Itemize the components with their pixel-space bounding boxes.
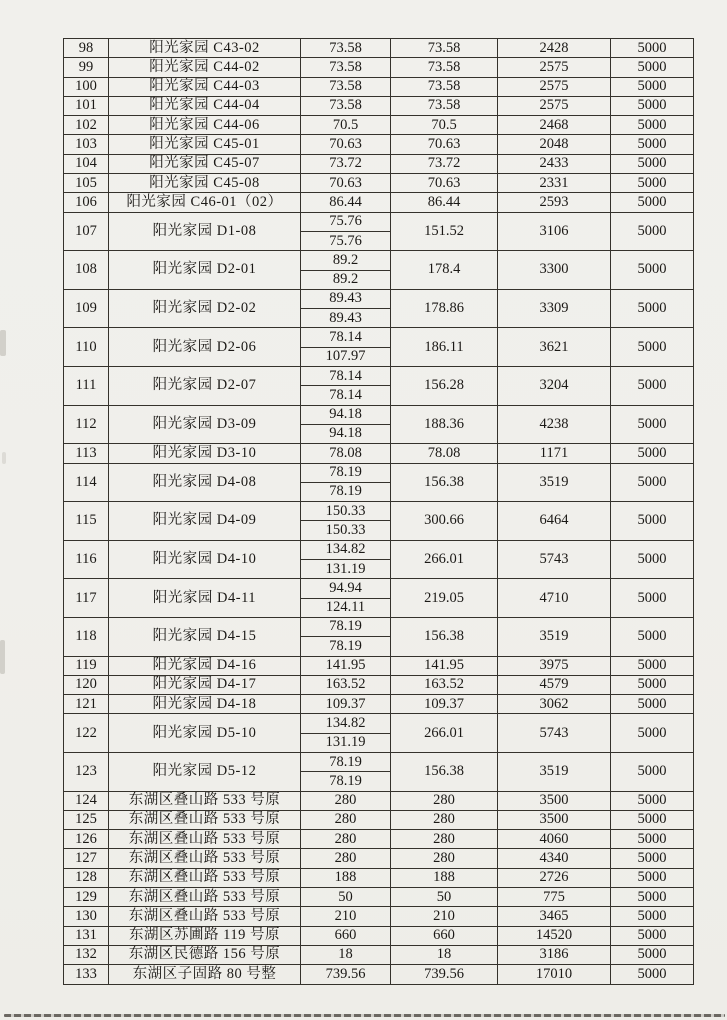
cell-area-part: 75.76 — [301, 212, 391, 231]
cell-quota: 5000 — [611, 174, 694, 193]
table-row — [64, 907, 694, 926]
cell-row-number: 118 — [64, 617, 109, 656]
cell-row-number: 121 — [64, 695, 109, 714]
cell-amount: 5743 — [498, 540, 611, 579]
cell-row-number: 110 — [64, 328, 109, 367]
table-row — [64, 714, 694, 733]
cell-area-part: 89.43 — [301, 289, 391, 308]
cell-amount: 2048 — [498, 135, 611, 154]
cell-area-part: 78.14 — [301, 328, 391, 347]
table-row — [64, 328, 694, 347]
cell-quota: 5000 — [611, 656, 694, 675]
cell-row-number: 120 — [64, 675, 109, 694]
cell-quota: 5000 — [611, 714, 694, 753]
cell-area-total: 151.52 — [391, 212, 498, 251]
table-row — [64, 444, 694, 463]
table-row — [64, 810, 694, 829]
cell-quota: 5000 — [611, 579, 694, 618]
cell-row-number: 127 — [64, 849, 109, 868]
cell-area-part: 50 — [301, 888, 391, 907]
cell-property-name: 阳光家园 D2-07 — [109, 367, 301, 406]
table-row — [64, 193, 694, 212]
cell-quota: 5000 — [611, 502, 694, 541]
cell-quota: 5000 — [611, 58, 694, 77]
cell-row-number: 109 — [64, 289, 109, 328]
cell-area-total: 188.36 — [391, 405, 498, 444]
cell-amount: 3309 — [498, 289, 611, 328]
cell-amount: 2575 — [498, 77, 611, 96]
cell-area-total: 73.58 — [391, 39, 498, 58]
cell-area-total: 660 — [391, 926, 498, 945]
cell-row-number: 101 — [64, 96, 109, 115]
cell-property-name: 阳光家园 D4-18 — [109, 695, 301, 714]
table-row — [64, 752, 694, 771]
cell-property-name: 东湖区叠山路 533 号原 — [109, 907, 301, 926]
cell-row-number: 108 — [64, 251, 109, 290]
cell-property-name: 阳光家园 C43-02 — [109, 39, 301, 58]
cell-quota: 5000 — [611, 810, 694, 829]
cell-area-total: 73.72 — [391, 154, 498, 173]
cell-amount: 3300 — [498, 251, 611, 290]
table-row — [64, 58, 694, 77]
cell-quota: 5000 — [611, 77, 694, 96]
cell-property-name: 阳光家园 D3-09 — [109, 405, 301, 444]
cell-property-name: 阳光家园 C44-03 — [109, 77, 301, 96]
cell-amount: 4238 — [498, 405, 611, 444]
table-row — [64, 888, 694, 907]
cell-amount: 4710 — [498, 579, 611, 618]
cell-area-part: 134.82 — [301, 714, 391, 733]
cell-amount: 3465 — [498, 907, 611, 926]
cell-amount: 2468 — [498, 116, 611, 135]
table-row — [64, 791, 694, 810]
cell-area-part: 73.58 — [301, 39, 391, 58]
cell-amount: 4340 — [498, 849, 611, 868]
cell-row-number: 105 — [64, 174, 109, 193]
cell-area-total: 78.08 — [391, 444, 498, 463]
cell-area-part: 78.19 — [301, 772, 391, 791]
cell-area-part: 280 — [301, 791, 391, 810]
table-row — [64, 965, 694, 984]
cell-quota: 5000 — [611, 849, 694, 868]
table-row — [64, 77, 694, 96]
cell-property-name: 阳光家园 D5-10 — [109, 714, 301, 753]
cell-quota: 5000 — [611, 116, 694, 135]
cell-amount: 3500 — [498, 791, 611, 810]
cell-area-part: 78.08 — [301, 444, 391, 463]
cell-amount: 2593 — [498, 193, 611, 212]
cell-property-name: 东湖区叠山路 533 号原 — [109, 868, 301, 887]
table-row — [64, 154, 694, 173]
cell-row-number: 106 — [64, 193, 109, 212]
table-row — [64, 116, 694, 135]
table-row — [64, 849, 694, 868]
cell-area-total: 219.05 — [391, 579, 498, 618]
cell-area-part: 141.95 — [301, 656, 391, 675]
cell-row-number: 122 — [64, 714, 109, 753]
cell-area-total: 156.38 — [391, 617, 498, 656]
cell-amount: 4060 — [498, 830, 611, 849]
table-row — [64, 405, 694, 424]
cell-amount: 3106 — [498, 212, 611, 251]
cell-quota: 5000 — [611, 39, 694, 58]
cell-area-total: 70.5 — [391, 116, 498, 135]
cell-amount: 3519 — [498, 463, 611, 502]
cell-property-name: 阳光家园 C44-04 — [109, 96, 301, 115]
cell-area-total: 210 — [391, 907, 498, 926]
table-row — [64, 945, 694, 964]
cell-property-name: 阳光家园 C46-01（02） — [109, 193, 301, 212]
cell-row-number: 111 — [64, 367, 109, 406]
cell-area-part: 70.5 — [301, 116, 391, 135]
cell-area-total: 86.44 — [391, 193, 498, 212]
cell-area-part: 18 — [301, 945, 391, 964]
cell-area-part: 280 — [301, 830, 391, 849]
cell-area-total: 186.11 — [391, 328, 498, 367]
cell-quota: 5000 — [611, 752, 694, 791]
cell-area-total: 73.58 — [391, 96, 498, 115]
table-row — [64, 251, 694, 270]
cell-area-part: 210 — [301, 907, 391, 926]
table-row — [64, 463, 694, 482]
cell-quota: 5000 — [611, 830, 694, 849]
cell-amount: 2331 — [498, 174, 611, 193]
cell-property-name: 东湖区叠山路 533 号原 — [109, 849, 301, 868]
cell-area-part: 94.94 — [301, 579, 391, 598]
cell-quota: 5000 — [611, 96, 694, 115]
cell-row-number: 129 — [64, 888, 109, 907]
table-row — [64, 695, 694, 714]
cell-property-name: 东湖区民德路 156 号原 — [109, 945, 301, 964]
cell-amount: 3204 — [498, 367, 611, 406]
cell-row-number: 107 — [64, 212, 109, 251]
cell-amount: 3519 — [498, 617, 611, 656]
cell-area-total: 141.95 — [391, 656, 498, 675]
cell-property-name: 阳光家园 C44-02 — [109, 58, 301, 77]
cell-row-number: 131 — [64, 926, 109, 945]
cell-quota: 5000 — [611, 367, 694, 406]
cell-area-part: 188 — [301, 868, 391, 887]
cell-quota: 5000 — [611, 463, 694, 502]
cell-amount: 2726 — [498, 868, 611, 887]
table-row — [64, 656, 694, 675]
table-row — [64, 868, 694, 887]
cell-row-number: 102 — [64, 116, 109, 135]
cell-amount: 3186 — [498, 945, 611, 964]
cell-area-total: 109.37 — [391, 695, 498, 714]
cell-quota: 5000 — [611, 695, 694, 714]
cell-area-total: 266.01 — [391, 714, 498, 753]
cell-area-part: 78.14 — [301, 386, 391, 405]
scan-artifact — [2, 452, 6, 464]
cell-amount: 3975 — [498, 656, 611, 675]
cell-property-name: 阳光家园 D3-10 — [109, 444, 301, 463]
cell-property-name: 阳光家园 C45-01 — [109, 135, 301, 154]
cell-quota: 5000 — [611, 945, 694, 964]
scan-bottom-edge — [4, 1014, 725, 1018]
cell-quota: 5000 — [611, 444, 694, 463]
cell-area-part: 89.43 — [301, 309, 391, 328]
scan-artifact — [0, 640, 5, 674]
cell-area-part: 280 — [301, 849, 391, 868]
cell-row-number: 128 — [64, 868, 109, 887]
cell-area-total: 50 — [391, 888, 498, 907]
cell-row-number: 98 — [64, 39, 109, 58]
cell-area-total: 266.01 — [391, 540, 498, 579]
cell-area-part: 86.44 — [301, 193, 391, 212]
cell-quota: 5000 — [611, 540, 694, 579]
cell-area-part: 89.2 — [301, 270, 391, 289]
cell-area-part: 73.72 — [301, 154, 391, 173]
cell-area-part: 89.2 — [301, 251, 391, 270]
table-row — [64, 174, 694, 193]
cell-row-number: 117 — [64, 579, 109, 618]
cell-area-part: 131.19 — [301, 560, 391, 579]
cell-area-part: 94.18 — [301, 405, 391, 424]
scan-artifact — [0, 330, 6, 356]
cell-row-number: 132 — [64, 945, 109, 964]
cell-amount: 2575 — [498, 96, 611, 115]
cell-amount: 17010 — [498, 965, 611, 984]
table-row — [64, 579, 694, 598]
cell-property-name: 阳光家园 D4-10 — [109, 540, 301, 579]
table-row — [64, 540, 694, 559]
table-row — [64, 675, 694, 694]
cell-area-part: 94.18 — [301, 424, 391, 443]
table-row — [64, 367, 694, 386]
cell-amount: 775 — [498, 888, 611, 907]
cell-property-name: 阳光家园 D4-09 — [109, 502, 301, 541]
cell-property-name: 阳光家园 D2-06 — [109, 328, 301, 367]
cell-quota: 5000 — [611, 289, 694, 328]
cell-quota: 5000 — [611, 328, 694, 367]
cell-area-total: 70.63 — [391, 174, 498, 193]
cell-area-total: 156.38 — [391, 752, 498, 791]
cell-property-name: 阳光家园 D4-16 — [109, 656, 301, 675]
cell-area-total: 70.63 — [391, 135, 498, 154]
cell-quota: 5000 — [611, 868, 694, 887]
payment-table-body — [64, 39, 694, 985]
cell-property-name: 阳光家园 D4-11 — [109, 579, 301, 618]
payment-table — [63, 38, 694, 985]
cell-property-name: 阳光家园 D4-08 — [109, 463, 301, 502]
cell-area-part: 163.52 — [301, 675, 391, 694]
cell-area-part: 73.58 — [301, 77, 391, 96]
cell-row-number: 104 — [64, 154, 109, 173]
cell-quota: 5000 — [611, 154, 694, 173]
cell-row-number: 115 — [64, 502, 109, 541]
cell-property-name: 东湖区叠山路 533 号原 — [109, 791, 301, 810]
cell-area-total: 73.58 — [391, 58, 498, 77]
cell-amount: 3621 — [498, 328, 611, 367]
cell-area-part: 78.19 — [301, 482, 391, 501]
cell-area-total: 156.38 — [391, 463, 498, 502]
cell-area-part: 78.19 — [301, 752, 391, 771]
cell-quota: 5000 — [611, 251, 694, 290]
cell-quota: 5000 — [611, 675, 694, 694]
cell-area-total: 300.66 — [391, 502, 498, 541]
cell-area-part: 78.19 — [301, 463, 391, 482]
cell-property-name: 阳光家园 D2-01 — [109, 251, 301, 290]
cell-area-part: 131.19 — [301, 733, 391, 752]
cell-area-part: 124.11 — [301, 598, 391, 617]
table-row — [64, 212, 694, 231]
cell-amount: 1171 — [498, 444, 611, 463]
cell-area-part: 150.33 — [301, 521, 391, 540]
cell-property-name: 阳光家园 D1-08 — [109, 212, 301, 251]
cell-area-part: 660 — [301, 926, 391, 945]
table-row — [64, 502, 694, 521]
cell-property-name: 阳光家园 D4-15 — [109, 617, 301, 656]
cell-property-name: 阳光家园 D2-02 — [109, 289, 301, 328]
cell-quota: 5000 — [611, 193, 694, 212]
cell-quota: 5000 — [611, 965, 694, 984]
cell-amount: 14520 — [498, 926, 611, 945]
cell-quota: 5000 — [611, 405, 694, 444]
cell-amount: 4579 — [498, 675, 611, 694]
cell-property-name: 东湖区叠山路 533 号原 — [109, 888, 301, 907]
table-row — [64, 96, 694, 115]
cell-area-total: 280 — [391, 849, 498, 868]
cell-amount: 2575 — [498, 58, 611, 77]
cell-area-part: 73.58 — [301, 96, 391, 115]
table-row — [64, 830, 694, 849]
cell-row-number: 100 — [64, 77, 109, 96]
cell-area-part: 78.19 — [301, 637, 391, 656]
cell-row-number: 126 — [64, 830, 109, 849]
cell-row-number: 119 — [64, 656, 109, 675]
cell-row-number: 133 — [64, 965, 109, 984]
cell-area-total: 280 — [391, 830, 498, 849]
cell-row-number: 130 — [64, 907, 109, 926]
cell-area-part: 134.82 — [301, 540, 391, 559]
cell-quota: 5000 — [611, 135, 694, 154]
cell-amount: 3062 — [498, 695, 611, 714]
cell-area-part: 109.37 — [301, 695, 391, 714]
cell-quota: 5000 — [611, 888, 694, 907]
table-row — [64, 617, 694, 636]
cell-area-total: 739.56 — [391, 965, 498, 984]
cell-amount: 3500 — [498, 810, 611, 829]
cell-quota: 5000 — [611, 907, 694, 926]
cell-area-part: 70.63 — [301, 135, 391, 154]
cell-quota: 5000 — [611, 791, 694, 810]
cell-row-number: 99 — [64, 58, 109, 77]
cell-area-total: 156.28 — [391, 367, 498, 406]
cell-row-number: 103 — [64, 135, 109, 154]
cell-area-total: 188 — [391, 868, 498, 887]
cell-property-name: 阳光家园 C45-07 — [109, 154, 301, 173]
cell-property-name: 阳光家园 C45-08 — [109, 174, 301, 193]
cell-area-part: 73.58 — [301, 58, 391, 77]
cell-property-name: 东湖区子固路 80 号整 — [109, 965, 301, 984]
table-row — [64, 289, 694, 308]
cell-amount: 5743 — [498, 714, 611, 753]
cell-row-number: 116 — [64, 540, 109, 579]
cell-area-part: 70.63 — [301, 174, 391, 193]
table-row — [64, 135, 694, 154]
cell-area-part: 107.97 — [301, 347, 391, 366]
cell-row-number: 123 — [64, 752, 109, 791]
cell-quota: 5000 — [611, 926, 694, 945]
cell-area-total: 178.86 — [391, 289, 498, 328]
cell-area-part: 78.19 — [301, 617, 391, 636]
cell-row-number: 124 — [64, 791, 109, 810]
cell-quota: 5000 — [611, 617, 694, 656]
cell-row-number: 125 — [64, 810, 109, 829]
cell-amount: 6464 — [498, 502, 611, 541]
cell-row-number: 114 — [64, 463, 109, 502]
cell-area-total: 280 — [391, 791, 498, 810]
cell-area-part: 280 — [301, 810, 391, 829]
cell-row-number: 113 — [64, 444, 109, 463]
cell-area-part: 78.14 — [301, 367, 391, 386]
cell-property-name: 东湖区苏圃路 119 号原 — [109, 926, 301, 945]
cell-property-name: 阳光家园 D5-12 — [109, 752, 301, 791]
table-row — [64, 926, 694, 945]
cell-area-total: 163.52 — [391, 675, 498, 694]
cell-area-total: 18 — [391, 945, 498, 964]
cell-amount: 3519 — [498, 752, 611, 791]
cell-area-total: 178.4 — [391, 251, 498, 290]
cell-property-name: 阳光家园 D4-17 — [109, 675, 301, 694]
cell-area-part: 739.56 — [301, 965, 391, 984]
cell-property-name: 阳光家园 C44-06 — [109, 116, 301, 135]
cell-area-total: 73.58 — [391, 77, 498, 96]
cell-property-name: 东湖区叠山路 533 号原 — [109, 830, 301, 849]
cell-property-name: 东湖区叠山路 533 号原 — [109, 810, 301, 829]
cell-quota: 5000 — [611, 212, 694, 251]
cell-amount: 2428 — [498, 39, 611, 58]
table-row — [64, 39, 694, 58]
cell-area-part: 75.76 — [301, 231, 391, 250]
cell-area-part: 150.33 — [301, 502, 391, 521]
cell-row-number: 112 — [64, 405, 109, 444]
cell-area-total: 280 — [391, 810, 498, 829]
cell-amount: 2433 — [498, 154, 611, 173]
